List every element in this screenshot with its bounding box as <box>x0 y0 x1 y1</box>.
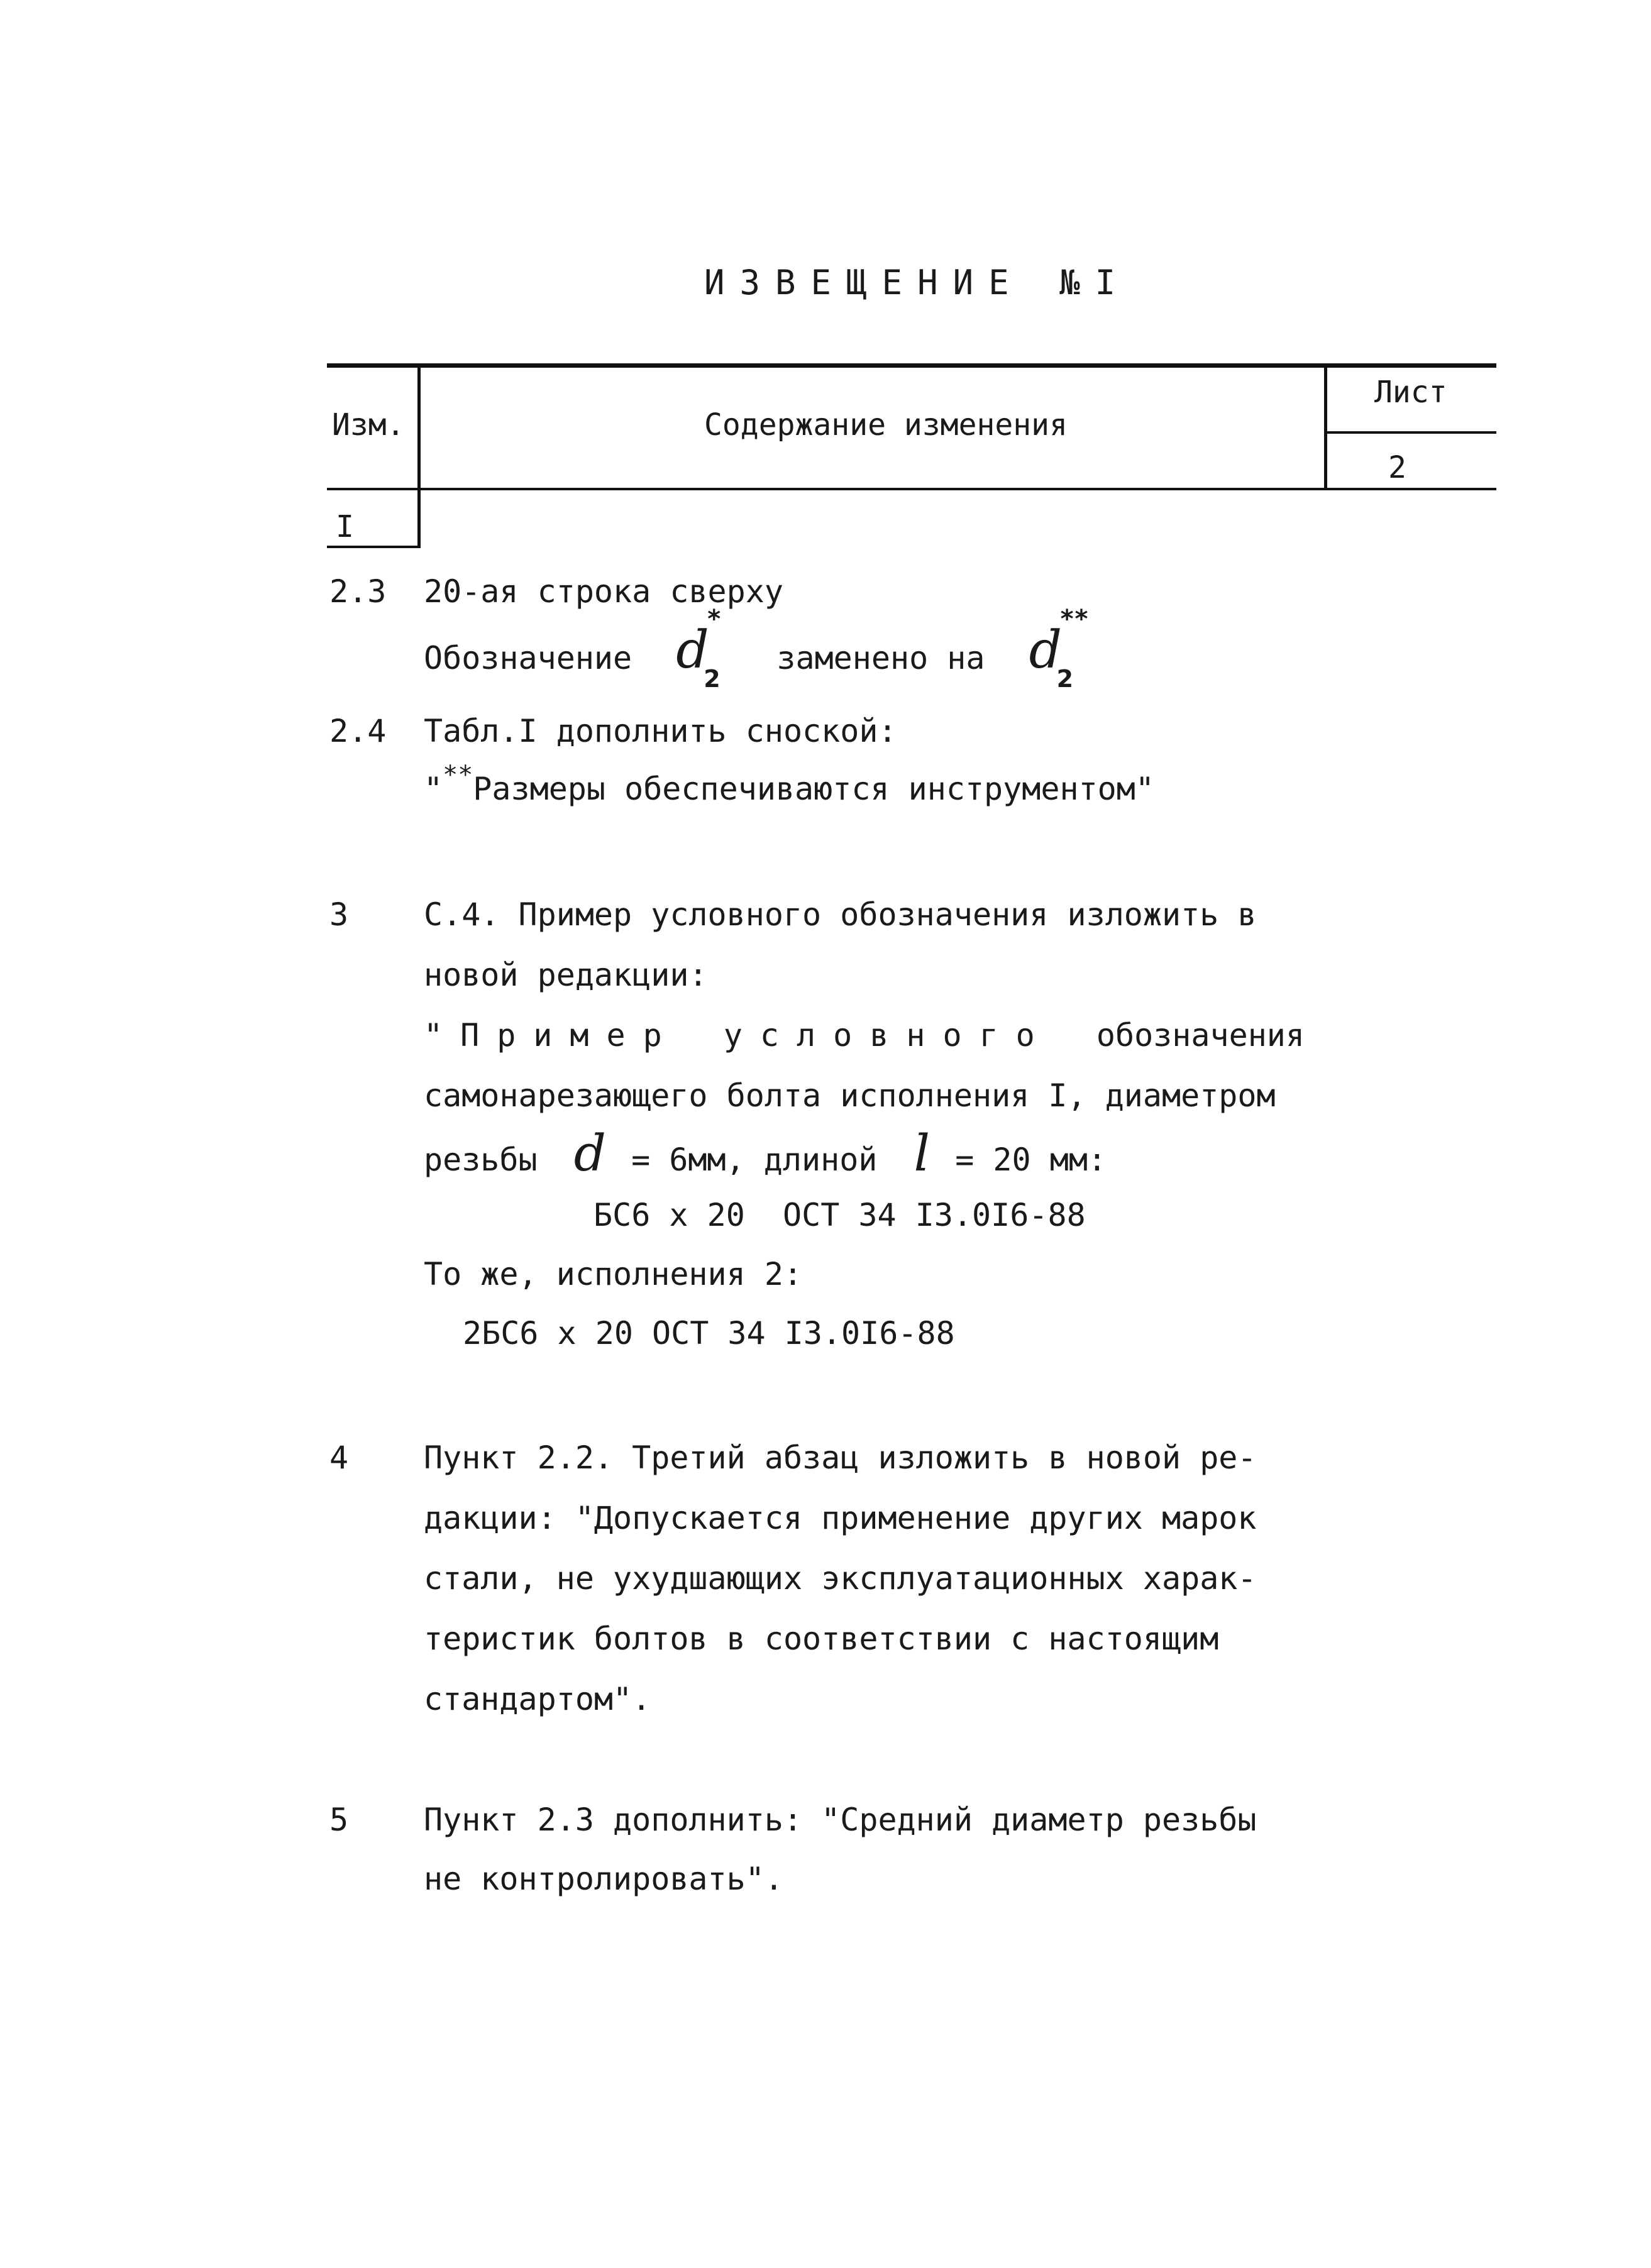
item-text: Пункт 2.2. Третий абзац изложить в новой ре- <box>424 1440 1257 1476</box>
header-content: Содержание изменения <box>704 407 1068 443</box>
symbol-base: d <box>676 620 709 680</box>
item-text: С.4. Пример условного обозначения изложить в <box>424 896 1257 933</box>
symbol-sup: * <box>707 605 722 634</box>
text-segment: Размеры обеспечиваются инструментом" <box>473 771 1154 807</box>
designation-example: 2БС6 х 20 ОСТ 34 I3.0I6-88 <box>463 1315 955 1351</box>
text-segment: = 6мм, длиной <box>631 1142 878 1178</box>
designation-example: БС6 х 20 ОСТ 34 I3.0I6-88 <box>594 1197 1086 1233</box>
notice-title: ИЗВЕЩЕНИЕ №I <box>704 263 1131 302</box>
text-segment: обозначения <box>1096 1017 1305 1054</box>
quote-open: " <box>424 771 443 807</box>
item-text: Табл.I дополнить сноской: <box>424 713 897 749</box>
length-symbol: l <box>914 1124 930 1182</box>
item-text-symbols <box>424 605 1111 693</box>
text-segment: заменено на <box>776 640 985 676</box>
item-text: самонарезающего болта исполнения I, диаметром <box>424 1077 1276 1114</box>
table-top-rule <box>327 363 1496 368</box>
change-number: I <box>336 509 354 544</box>
change-row-bottom-rule <box>327 546 420 548</box>
text-segment: = 20 мм: <box>955 1142 1107 1178</box>
item-text: теристик болтов в соответствии с настоящим <box>424 1621 1219 1657</box>
column-divider-right <box>1324 366 1327 490</box>
item-text-dimensions <box>424 1124 1107 1182</box>
item-text: дакции: "Допускается применение других марок <box>424 1500 1257 1536</box>
item-text: стандартом". <box>424 1681 651 1717</box>
sheet-number: 2 <box>1388 450 1406 485</box>
symbol-sup: ** <box>1060 605 1090 634</box>
text-segment: условного <box>723 1017 1052 1054</box>
item-text-spaced <box>424 1017 1305 1054</box>
item-text: не контролировать". <box>424 1861 783 1897</box>
symbol-sub: 2 <box>1056 665 1074 693</box>
item-number: 2.4 <box>329 713 387 749</box>
text-segment: резьбы <box>424 1142 538 1178</box>
text-segment: Обозначение <box>424 640 632 676</box>
header-change: Изм. <box>332 407 405 443</box>
diameter-symbol: d <box>573 1124 606 1182</box>
item-text-footnote <box>424 761 1154 807</box>
table-header-bottom-rule <box>327 488 1496 490</box>
item-number: 2.3 <box>329 573 387 610</box>
symbol-sub: 2 <box>704 665 721 693</box>
symbol-base: d <box>1029 620 1063 680</box>
item-text: стали, не ухудшающих эксплуатационных харак- <box>424 1560 1257 1597</box>
item-text: 20-ая строка сверху <box>424 573 783 610</box>
symbol-new <box>1029 605 1111 693</box>
sheet-divider-rule <box>1327 431 1496 434</box>
item-number: 3 <box>329 896 349 933</box>
footnote-mark: ** <box>443 761 473 790</box>
text-segment: "Пример <box>424 1017 680 1054</box>
item-text: Пункт 2.3 дополнить: "Средний диаметр резьбы <box>424 1802 1257 1838</box>
column-divider-left <box>417 366 421 548</box>
symbol-old <box>676 605 732 693</box>
item-text: новой редакции: <box>424 957 708 993</box>
header-sheet: Лист <box>1374 375 1447 410</box>
item-number: 5 <box>329 1802 349 1838</box>
item-number: 4 <box>329 1440 349 1476</box>
item-text: То же, исполнения 2: <box>424 1256 803 1292</box>
